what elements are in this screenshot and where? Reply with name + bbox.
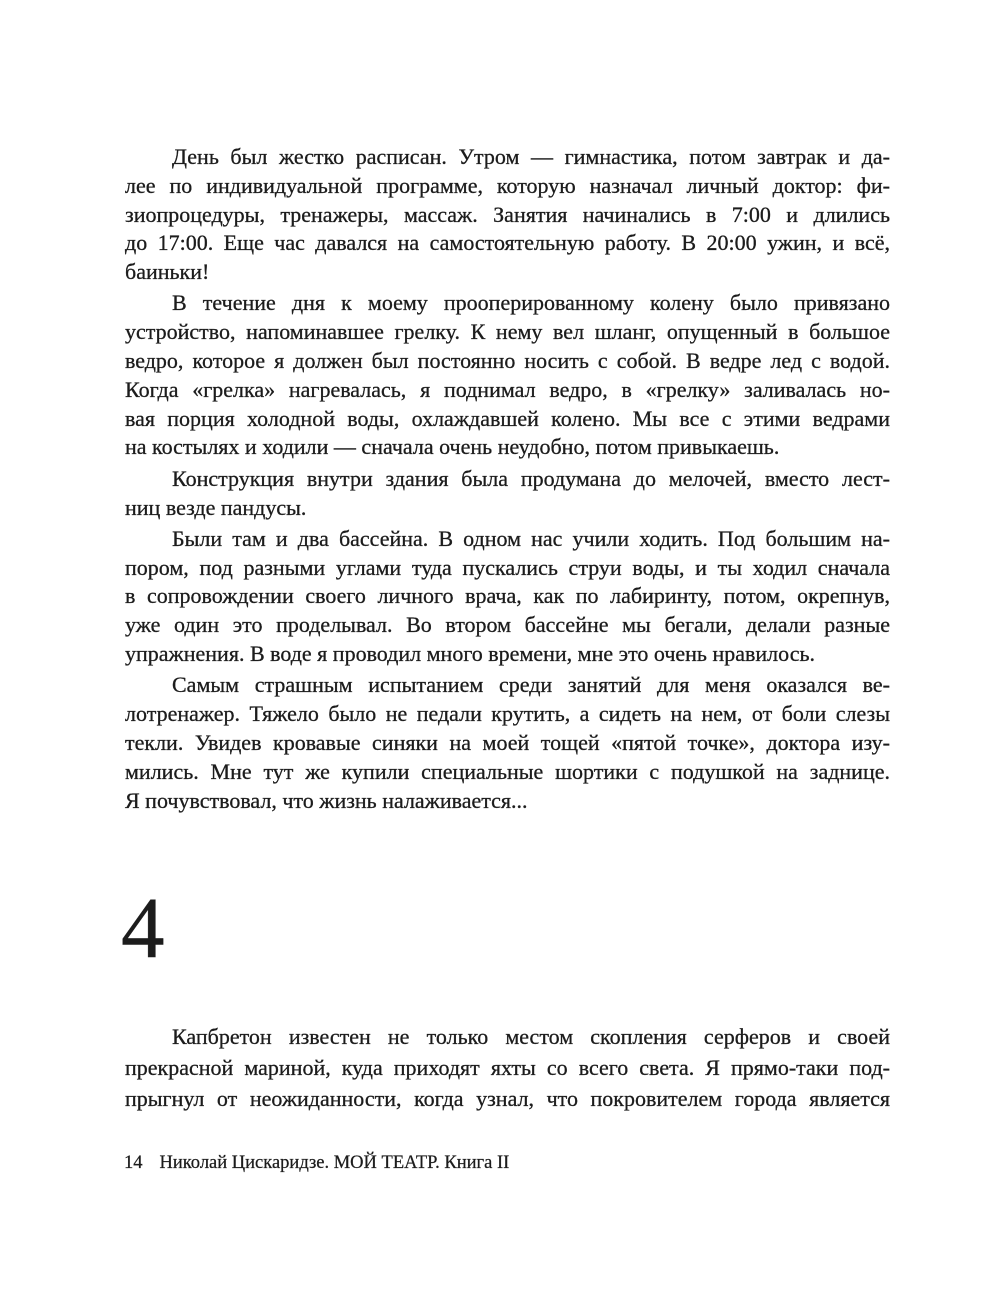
paragraph: [125, 143, 890, 287]
running-title: Николай Цискаридзе. МОЙ ТЕАТР. Книга II: [159, 1153, 510, 1173]
text-line: лотренажер. Тяжело было не педали крутить, а сидеть на нем, от боли слезы: [125, 701, 890, 727]
text-line: вая порция холодной воды, охлаждавшей колено. Мы все с этими ведрами: [125, 405, 890, 431]
text-line: прыгнул от неожиданности, когда узнал, что покровителем города является: [125, 1086, 890, 1111]
paragraph: [125, 1021, 890, 1114]
text-line: Самым страшным испытанием среди занятий для меня оказался ве-: [172, 672, 890, 698]
text-line: текли. Увидев кровавые синяки на моей тощей «пятой точке», доктора изу-: [125, 729, 890, 755]
text-line: Когда «грелка» нагревалась, я поднимал ведро, в «грелку» заливалась но-: [125, 376, 890, 402]
paragraph: [125, 671, 890, 815]
text-line: День был жестко расписан. Утром — гимнастика, потом завтрак и да-: [172, 144, 890, 169]
paragraph: [125, 289, 890, 462]
text-line: Конструкция внутри здания была продумана до мелочей, вместо лест-: [172, 465, 890, 491]
text-line: зиопроцедуры, тренажеры, массаж. Занятия начинались в 7:00 и длились: [125, 201, 890, 227]
chapter-number: 4: [121, 879, 165, 976]
body-text: [125, 143, 890, 815]
text-line: уже один это проделывал. Во втором бассейне мы бегали, делали разные: [125, 612, 890, 638]
text-line: В течение дня к моему прооперированному колену было привязано: [172, 290, 890, 316]
text-line: ниц везде пандусы.: [125, 494, 307, 520]
text-line: ведро, которое я должен был постоянно носить с собой. В ведре лед с водой.: [125, 348, 890, 374]
text-line: устройство, напоминавшее грелку. К нему вел шланг, опущенный в большое: [125, 319, 890, 345]
page-footer: [124, 1152, 509, 1174]
chapter-opening-text: [125, 1021, 890, 1114]
paragraph: [125, 465, 890, 523]
page-number: 14: [124, 1153, 143, 1173]
text-line: пором, под разными углами туда пускались струи воды, и ты ходил сначала: [125, 554, 890, 580]
text-line: Были там и два бассейна. В одном нас учили ходить. Под большим на-: [172, 525, 890, 551]
text-line: баиньки!: [125, 259, 210, 285]
paragraph: [125, 525, 890, 669]
text-line: до 17:00. Еще час давался на самостоятельную работу. В 20:00 ужин, и всё,: [125, 230, 890, 256]
text-line: Капбретон известен не только местом скопления серферов и своей: [172, 1024, 890, 1049]
text-line: лее по индивидуальной программе, которую назначал личный доктор: фи-: [125, 172, 890, 198]
text-line: мились. Мне тут же купили специальные шортики с подушкой на заднице.: [125, 758, 890, 784]
text-line: на костылях и ходили — сначала очень неудобно, потом привыкаешь.: [125, 434, 780, 460]
text-line: упражнения. В воде я проводил много времени, мне это очень нравилось.: [125, 641, 815, 667]
text-line: в сопровождении своего личного врача, как по лабиринту, потом, окрепнув,: [125, 583, 890, 609]
text-line: Я почувствовал, что жизнь налаживается...: [125, 787, 528, 813]
text-line: прекрасной мариной, куда приходят яхты со всего света. Я прямо-таки под-: [125, 1055, 890, 1080]
